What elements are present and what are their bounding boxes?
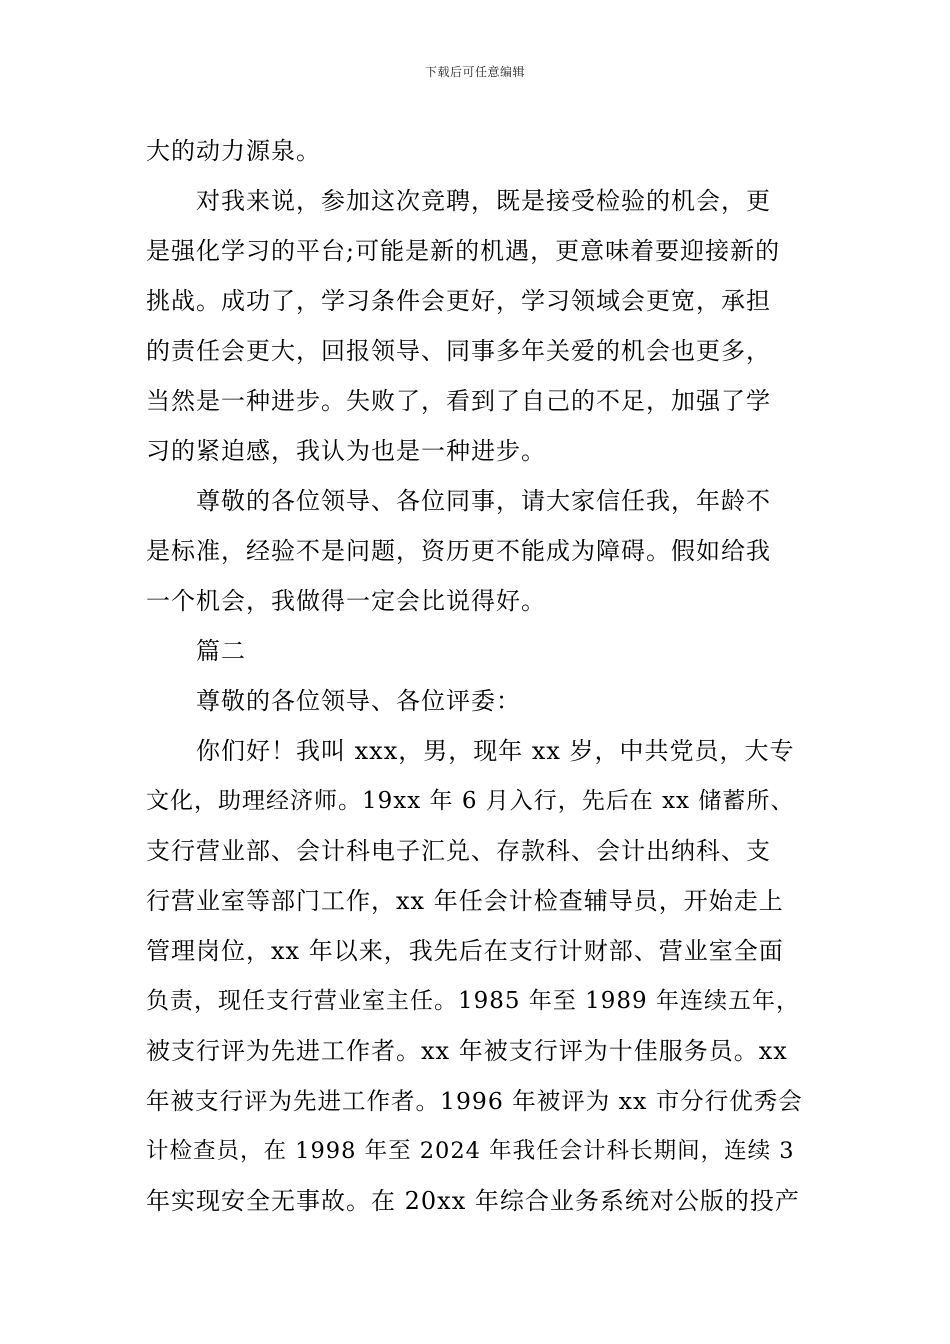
page-header: 下载后可任意编辑	[424, 65, 525, 79]
text-line: 管理岗位，xx 年以来，我先后在支行计财部、营业室全面	[146, 937, 784, 965]
text-line: 是标准，经验不是问题，资历更不能成为障碍。假如给我	[146, 537, 771, 565]
document-body	[146, 126, 806, 1226]
text-line: 当然是一种进步。失败了，看到了自己的不足，加强了学	[146, 387, 771, 415]
text-line: 负责，现任支行营业室主任。1985 年至 1989 年连续五年，	[146, 988, 800, 1014]
text-line: 大的动力源泉。	[146, 137, 321, 165]
text-line: 你们好！我叫 xxx，男，现年 xx 岁，中共党员，大专	[196, 737, 795, 765]
text-line: 尊敬的各位领导、各位同事，请大家信任我，年龄不	[196, 487, 771, 515]
text-line: 文化，助理经济师。19xx 年 6 月入行，先后在 xx 储蓄所、	[146, 788, 795, 814]
text-line: 一个机会，我做得一定会比说得好。	[146, 587, 546, 615]
text-line: 是强化学习的平台;可能是新的机遇，更意味着要迎接新的	[146, 237, 781, 265]
text-line: 挑战。成功了，学习条件会更好，学习领域会更宽，承担	[146, 287, 771, 315]
text-line: 习的紧迫感，我认为也是一种进步。	[146, 437, 546, 465]
text-line: 年被支行评为先进工作者。1996 年被评为 xx 市分行优秀会	[146, 1087, 803, 1115]
text-line: 计检查员，在 1998 年至 2024 年我任会计科长期间，连续 3	[146, 1138, 795, 1164]
text-line: 的责任会更大，回报领导、同事多年关爱的机会也更多，	[146, 337, 771, 365]
text-line: 尊敬的各位领导、各位评委：	[196, 687, 521, 715]
text-line: 对我来说，参加这次竞聘，既是接受检验的机会，更	[196, 187, 771, 215]
text-line: 支行营业部、会计科电子汇兑、存款科、会计出纳科、支	[146, 837, 771, 865]
text-line: 篇二	[196, 637, 246, 665]
text-line: 被支行评为先进工作者。xx 年被支行评为十佳服务员。xx	[146, 1037, 788, 1065]
text-line: 行营业室等部门工作，xx 年任会计检查辅导员，开始走上	[146, 887, 784, 915]
text-line: 年实现安全无事故。在 20xx 年综合业务系统对公版的投产	[146, 1187, 800, 1215]
